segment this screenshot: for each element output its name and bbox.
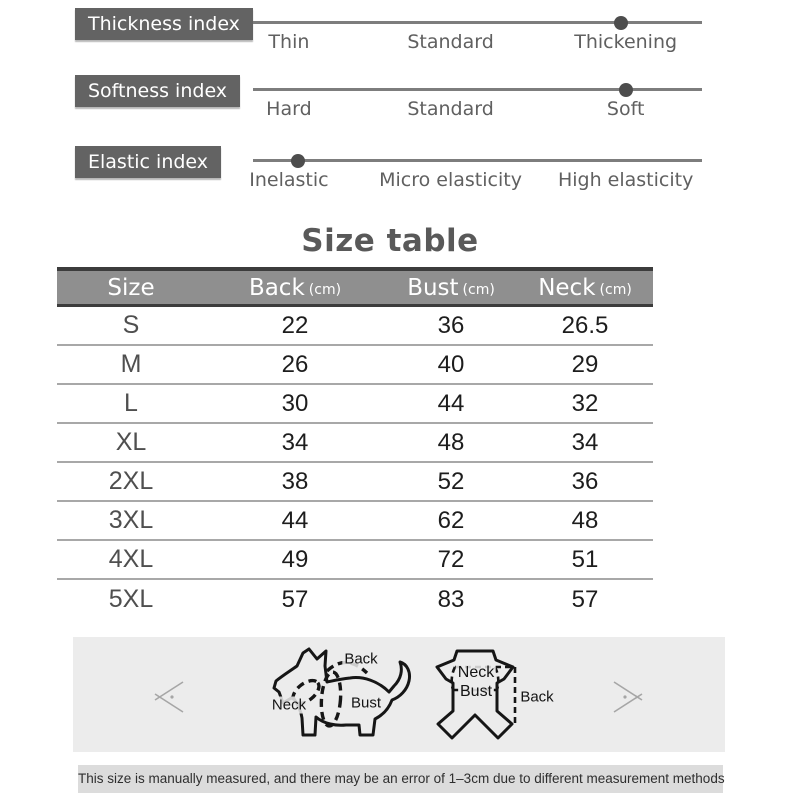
table-row [57,385,653,424]
value-cell: 34 [571,428,599,456]
size-cell: 2XL [108,467,154,495]
scale-dot-indicator [619,83,633,97]
column-header-label: Bust [407,274,459,301]
index-label: Thickness index [75,8,253,40]
garment-neck-label: Neck [457,664,495,681]
dog-neck-label: Neck [271,696,307,714]
scale-line [253,21,702,24]
value-cell: 34 [281,428,309,456]
index-label: Elastic index [75,146,221,178]
size-cell: 5XL [108,585,154,613]
size-cell: S [122,311,140,339]
index-label: Softness index [75,75,240,107]
column-header-label: Size [107,274,155,301]
value-cell: 72 [437,545,465,573]
measurement-note: This size is manually measured, and there may be an error of 1–3cm due to different measurement methods [78,765,723,793]
value-cell: 40 [437,350,465,378]
column-header-unit: (cm) [462,281,495,298]
size-table-title: Size table [301,223,479,259]
table-row [57,580,653,619]
column-header-unit: (cm) [308,281,342,298]
value-cell: 26.5 [561,311,609,339]
column-header-unit: (cm) [599,281,632,298]
index-row [0,144,800,204]
table-header-row [57,271,653,307]
table-row [57,424,653,463]
scale-tick: Micro elasticity [379,169,522,191]
size-cell: M [120,350,142,378]
scale-tick: Standard [407,98,494,120]
column-header [517,271,653,304]
column-header [57,271,205,304]
value-cell: 48 [571,506,599,534]
value-cell: 57 [571,585,599,613]
value-cell: 48 [437,428,465,456]
value-cell: 44 [281,506,309,534]
size-cell: XL [115,428,147,456]
scale-line [253,159,702,162]
table-row [57,502,653,541]
value-cell: 51 [571,545,599,573]
column-header-label: Back [248,274,305,301]
column-header-label: Neck [538,274,596,301]
table-row [57,541,653,580]
value-cell: 49 [281,545,309,573]
dog-bust-label: Bust [350,694,382,712]
table-row [57,463,653,502]
scale-tick: Hard [266,98,312,120]
scale-tick: High elasticity [557,169,694,191]
scale-tick: Inelastic [249,169,329,191]
index-scale [253,6,702,66]
table-row [57,346,653,385]
index-scale [253,73,702,133]
scale-line [253,88,702,91]
value-cell: 29 [571,350,599,378]
chevron-right-icon [611,679,643,715]
value-cell: 26 [281,350,309,378]
garment-bust-label: Bust [459,683,493,700]
value-cell: 38 [281,467,309,495]
dog-back-label: Back [344,650,378,668]
scale-tick: Standard [407,31,494,53]
value-cell: 30 [281,389,309,417]
value-cell: 32 [571,389,599,417]
index-row [0,6,800,66]
column-header [385,271,517,304]
measurement-diagram-panel [73,637,725,752]
column-header [205,271,385,304]
size-cell: L [124,389,138,417]
value-cell: 83 [437,585,465,613]
value-cell: 57 [281,585,309,613]
scale-tick: Soft [606,98,645,120]
value-cell: 52 [437,467,465,495]
size-table [57,267,653,619]
value-cell: 36 [571,467,599,495]
scale-tick: Thin [268,31,310,53]
chevron-left-icon [154,679,186,715]
table-row [57,307,653,346]
value-cell: 36 [437,311,465,339]
index-row [0,73,800,133]
value-cell: 62 [437,506,465,534]
scale-dot-indicator [614,16,628,30]
garment-back-label: Back [520,688,554,706]
value-cell: 22 [281,311,309,339]
size-cell: 3XL [108,506,154,534]
size-cell: 4XL [108,545,154,573]
value-cell: 44 [437,389,465,417]
scale-dot-indicator [291,154,305,168]
index-scale [249,144,702,204]
scale-tick: Thickening [574,31,678,53]
